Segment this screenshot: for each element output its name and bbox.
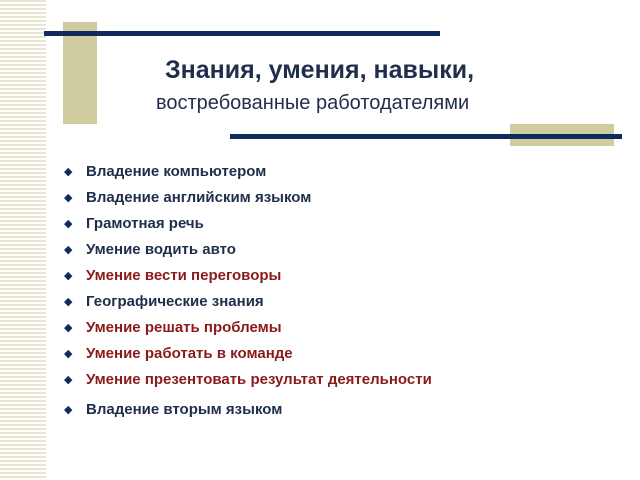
list-item	[64, 162, 604, 188]
list-item	[64, 400, 604, 426]
decorative-line-top	[44, 31, 440, 36]
diamond-bullet-icon: ◆	[64, 166, 73, 178]
slide-title: Знания, умения, навыки,	[165, 56, 475, 84]
decorative-stripes	[0, 0, 46, 480]
list-item-text: Умение водить авто	[86, 241, 236, 258]
diamond-bullet-icon: ◆	[64, 322, 73, 334]
list-item-text: Умение презентовать результат деятельности	[86, 371, 432, 388]
diamond-bullet-icon: ◆	[64, 404, 73, 416]
diamond-bullet-icon: ◆	[64, 270, 73, 282]
slide-subtitle: востребованные работодателями	[156, 92, 470, 114]
diamond-bullet-icon: ◆	[64, 348, 73, 360]
list-item-text: Умение работать в команде	[86, 345, 293, 362]
list-item	[64, 266, 604, 292]
list-item-text: Грамотная речь	[86, 215, 204, 232]
list-item	[64, 370, 604, 396]
diamond-bullet-icon: ◆	[64, 374, 73, 386]
list-item	[64, 344, 604, 370]
list-item	[64, 214, 604, 240]
list-item-text: Умение решать проблемы	[86, 319, 282, 336]
diamond-bullet-icon: ◆	[64, 218, 73, 230]
decorative-block-top	[63, 22, 97, 124]
decorative-line-bottom	[230, 134, 622, 139]
skills-list	[64, 162, 604, 426]
list-item-text: Умение вести переговоры	[86, 267, 282, 284]
list-item	[64, 188, 604, 214]
list-item	[64, 292, 604, 318]
list-item-text: Владение вторым языком	[86, 401, 283, 418]
list-item-text: Владение английским языком	[86, 189, 312, 206]
diamond-bullet-icon: ◆	[64, 244, 73, 256]
list-item-text: Географические знания	[86, 293, 264, 310]
list-item	[64, 240, 604, 266]
diamond-bullet-icon: ◆	[64, 296, 73, 308]
diamond-bullet-icon: ◆	[64, 192, 73, 204]
list-item	[64, 318, 604, 344]
list-item-text: Владение компьютером	[86, 163, 267, 180]
